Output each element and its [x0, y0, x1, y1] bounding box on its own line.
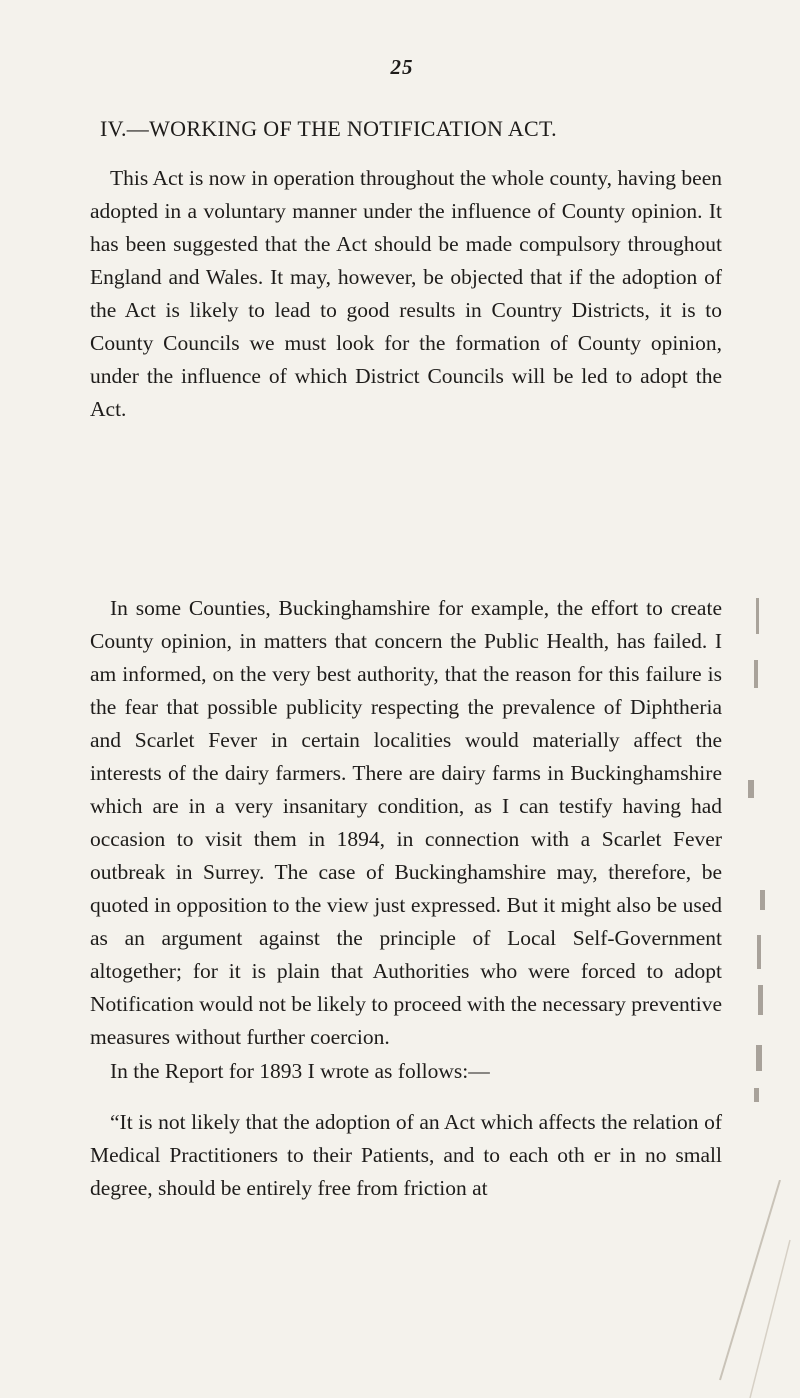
paper-crease-decoration: [680, 1180, 800, 1398]
paragraph-1: This Act is now in operation throughout the whole county, having been adopted in a voluntary manner under the influence of County opinion. It has been suggested that the Act should be made compulsory throughout England and Wales. It may, however, be objected that if the adoption of the Act is likely to lead to good results in Country Districts, it is to County Councils we must look for the formation of County opinion, under the influence of which District Councils will be led to adopt the Act.: [90, 166, 722, 421]
paragraph-2: In some Counties, Buckinghamshire for example, the effort to create County opinion, in matters that concern the Public Health, has failed. I am informed, on the very best authority, that the reason for this failure is the fear that possible publicity respecting the prevalence of Diphtheria and Scarlet Fever in certain localities would materially affect the interests of the dairy farmers. There are dairy farms in Buckinghamshire which are in a very insanitary condition, as I can testify having had occasion to visit them in 1894, in connection with a Scarlet Fever outbreak in Surrey. The case of Buckinghamshire may, therefore, be quoted in opposition to the view just expressed. But it might also be used as an argument against the principle of Local Self-Government altogether; for it is plain that Authorities who were forced to adopt Notification would not be likely to proceed with the necessary preventive measures without further coercion.: [90, 596, 722, 1049]
paragraph-3: In the Report for 1893 I wrote as follows:—: [110, 1059, 490, 1083]
page-number: 25: [390, 55, 414, 79]
paragraph-4-quote: “It is not likely that the adoption of an Act which affects the relation of Medical Practitioners to their Patients, and to each oth er in no small degree, should be entirely free from friction at: [90, 1110, 722, 1200]
section-heading: IV.—WORKING OF THE NOTIFICATION ACT.: [100, 116, 557, 141]
edge-marks-decoration: [742, 590, 772, 1110]
